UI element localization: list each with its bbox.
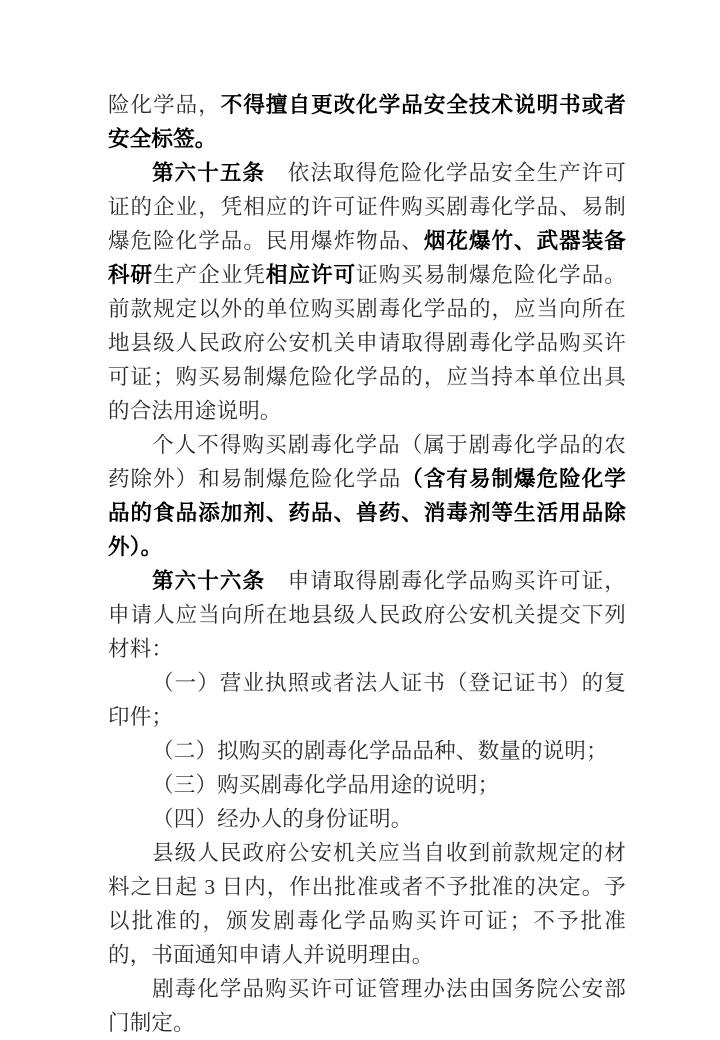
text-run: 个人不得购买剧毒化学品（属于剧毒化学品的农药除外）和易制爆危险化学品 [108,433,626,491]
text-run: （一）营业执照或者法人证书（登记证书）的复印件； [108,671,626,729]
text-run: 县级人民政府公安机关应当自收到前款规定的材料之日起 3 日内，作出批准或者不予批准的决定。予以批准的，颁发剧毒化学品购买许可证；不予批准的，书面通知申请人并说明理由。 [108,841,626,967]
text-run: （二）拟购买的剧毒化学品品种、数量的说明； [152,739,608,763]
bold-text-run: （含有易制爆危险化学品的食品添加剂、药品、兽药、消毒剂等生活用品除外）。 [108,467,626,559]
paragraph [108,428,626,564]
text-run: 证购买易制爆危险化学品。前款规定以外的单位购买剧毒化学品的，应当向所在地县级人民政府公安机关申请取得剧毒化学品购买许可证；购买易制爆危险化学品的，应当持本单位出具的合法用途说明。 [108,263,626,423]
paragraph [108,768,626,802]
text-run: 依法取得危险化学品安全生产许可证的企业，凭相应的许可证件购买剧毒化学品、易制爆危险化学品。民用爆炸物品、 [108,161,626,253]
bold-text-run: 相应许可 [265,263,357,287]
bold-text-run: 第六十五条 [152,161,266,185]
text-run: 险化学品， [108,93,221,117]
text-run: （三）购买剧毒化学品用途的说明； [152,773,500,797]
bold-text-run: 第六十六条 [152,569,266,593]
paragraph [108,734,626,768]
text-body [108,88,626,1040]
paragraph [108,156,626,428]
paragraph [108,88,626,156]
text-run: 生产企业凭 [153,263,266,287]
paragraph [108,836,626,972]
paragraph [108,564,626,666]
paragraph [108,666,626,734]
text-run: 剧毒化学品购买许可证管理办法由国务院公安部门制定。 [108,977,626,1035]
text-run: （四）经办人的身份证明。 [152,807,413,831]
bold-text-run: 不得擅自更改化学品安全技术说明书或者安全标签。 [108,93,626,151]
paragraph [108,972,626,1040]
text-run: 申请取得剧毒化学品购买许可证，申请人应当向所在地县级人民政府公安机关提交下列材料： [108,569,626,661]
paragraph [108,802,626,836]
bold-text-run: 烟花爆竹、武器装备科研 [108,229,626,287]
